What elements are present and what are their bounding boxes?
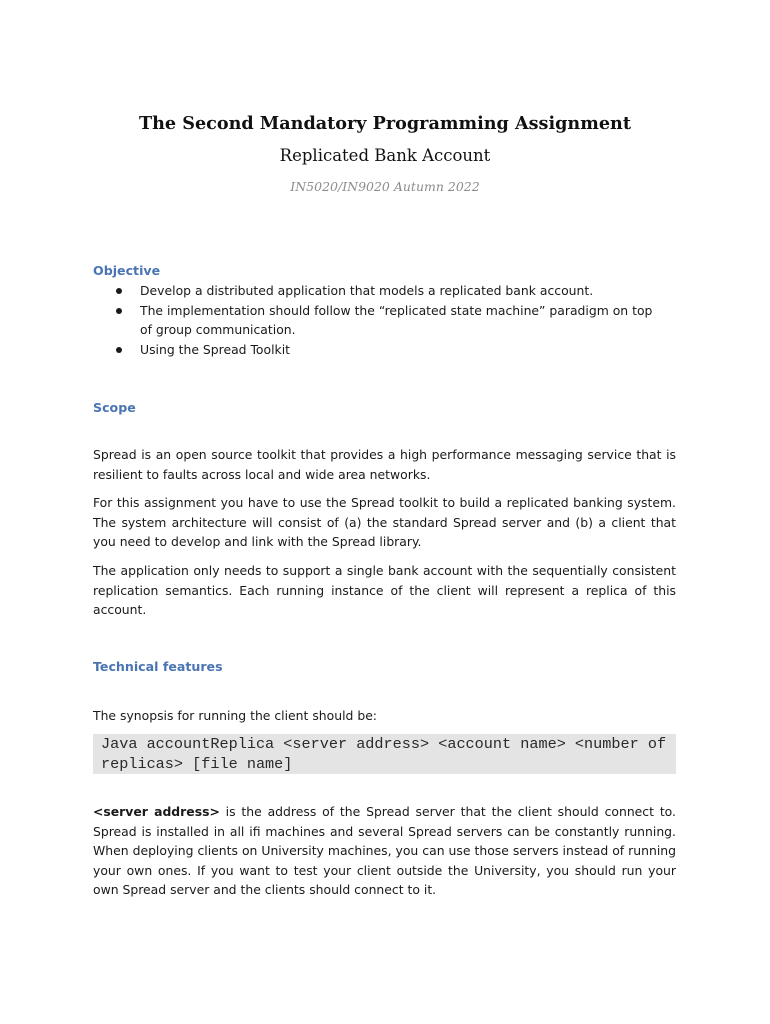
objective-list	[93, 281, 676, 359]
scope-heading: Scope	[93, 400, 136, 415]
list-item	[93, 281, 676, 301]
scope-paragraph: Spread is an open source toolkit that provides a high performance messaging service that is resilient to faults across local and wide area networks.	[93, 447, 676, 482]
objective-heading: Objective	[93, 263, 161, 278]
server-address-term: <server address>	[93, 804, 220, 819]
bullet-icon	[116, 347, 122, 353]
document-subtitle: Replicated Bank Account	[279, 146, 491, 165]
list-item	[93, 301, 676, 340]
bullet-icon	[116, 308, 122, 314]
scope-paragraph: The application only needs to support a single bank account with the sequentially consistent replication semantics. Each running instance of the client will represent a replica of this account.	[93, 563, 676, 617]
list-item-text: Develop a distributed application that models a replicated bank account.	[140, 283, 594, 298]
synopsis-intro: The synopsis for running the client should be:	[93, 708, 377, 723]
list-item-text: The implementation should follow the “replicated state machine” paradigm on top of group communication.	[140, 302, 653, 338]
technical-features-heading: Technical features	[93, 659, 223, 674]
server-address-description: is the address of the Spread server that the client should connect to. Spread is installed in all ifi machines and several Spread servers can be constantly running. When deploying clients on University machines, you can use those servers instead of running your own ones. If you want to test your client outside the University, you should run your own Spread server and the clients should connect to it.	[93, 804, 676, 897]
scope-paragraph: For this assignment you have to use the Spread toolkit to build a replicated banking system. The system architecture will consist of (a) the standard Spread server and (b) a client that you need to develop and link with the Spread library.	[93, 495, 676, 549]
list-item-text: Using the Spread Toolkit	[140, 341, 291, 357]
document-title: The Second Mandatory Programming Assignment	[139, 113, 631, 134]
bullet-icon	[116, 288, 122, 294]
list-item	[93, 340, 676, 360]
server-address-paragraph	[93, 802, 676, 900]
course-label: IN5020/IN9020 Autumn 2022	[290, 179, 480, 194]
synopsis-code-block: Java accountReplica <server address> <account name> <number of replicas> [file name]	[93, 734, 676, 774]
